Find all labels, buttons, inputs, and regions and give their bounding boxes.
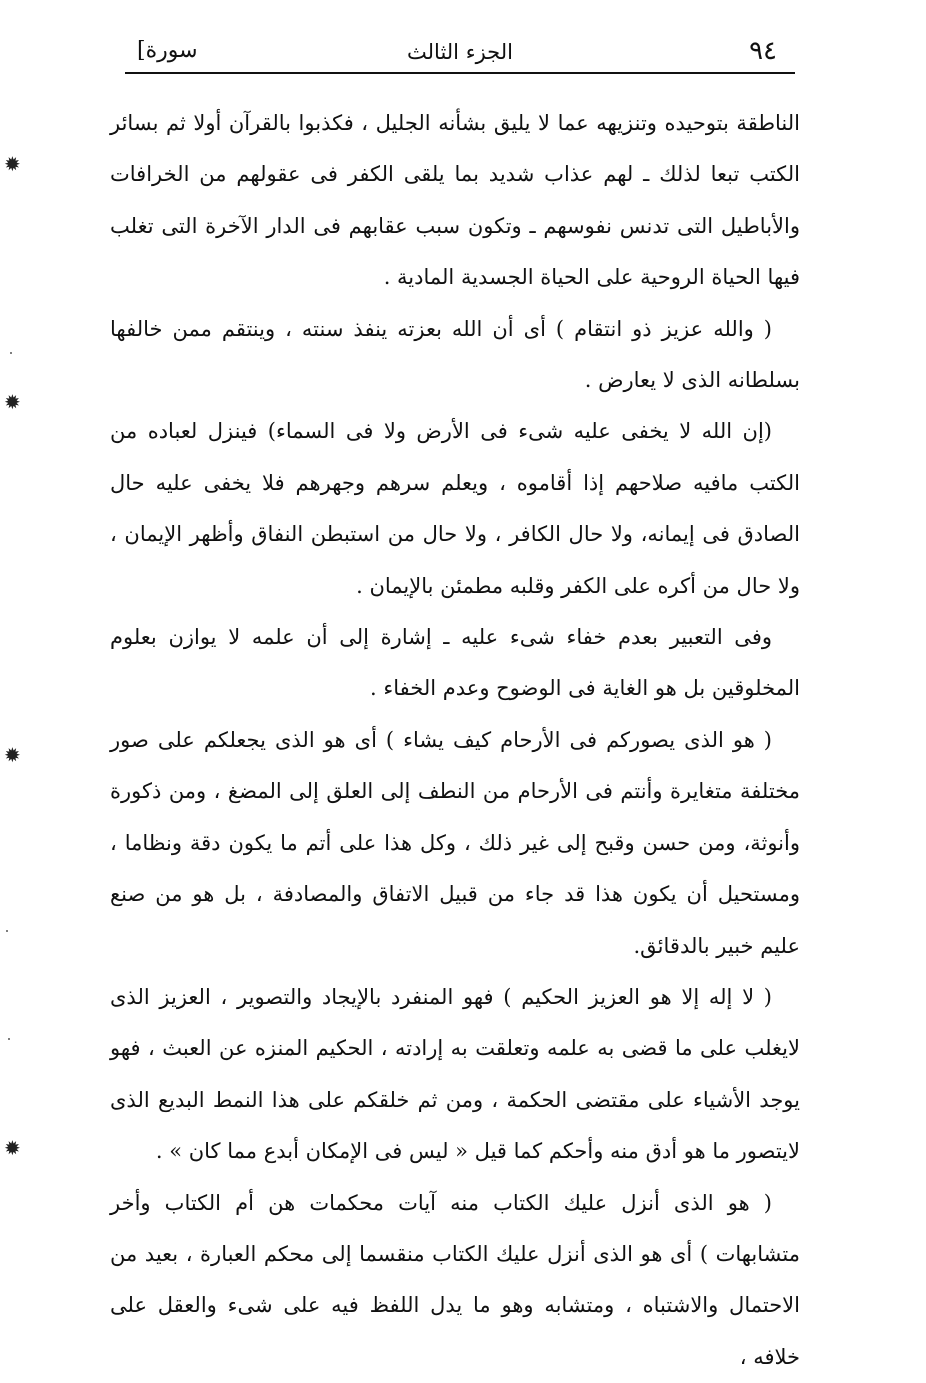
ornament-icon: ✹ <box>4 152 21 176</box>
paragraph: ( لا إله إلا هو العزيز الحكيم ) فهو المنفرد بالإيجاد والتصوير ، العزيز الذى لايغلب على ما قضى به علمه وتعلقت به إرادته ، الحكيم المنزه عن العبث ، فهو يوجد الأشياء على مقتضى الحكمة ، ومن ثم خلقكم على هذا النمط البديع الذى لايتصور ما هو أدق منه وأحكم كما قيل « ليس فى الإمكان أبدع مما كان » . <box>110 984 800 1164</box>
page-number: ٩٤ <box>749 36 777 66</box>
paragraph: ( والله عزيز ذو انتقام ) أى أن الله بعزته ينفذ سنته ، وينتقم ممن خالفها بسلطانه الذى لا يعارض . <box>110 316 800 393</box>
body-text <box>110 98 800 1383</box>
header-rule <box>125 72 795 74</box>
ornament-icon: ✹ <box>4 390 21 414</box>
surah-label: [سورة <box>137 38 198 63</box>
scan-speck <box>8 1038 10 1040</box>
ornament-icon: ✹ <box>4 1136 21 1160</box>
running-head: الجزء الثالث <box>407 40 513 64</box>
paragraph: الناطقة بتوحيده وتنزيهه عما لا يليق بشأنه الجليل ، فكذبوا بالقرآن أولا ثم بسائر الكتب تبعا لذلك ـ لهم عذاب شديد بما يلقى الكفر فى عقولهم من الخرافات والأباطيل التى تدنس نفوسهم ـ وتكون سبب عقابهم فى الدار الآخرة التى تغلب فيها الحياة الروحية على الحياة الجسدية المادية . <box>110 111 800 290</box>
scan-speck <box>6 930 8 932</box>
paragraph: ( هو الذى أنزل عليك الكتاب منه آيات محكمات هن أم الكتاب وأخر متشابهات ) أى هو الذى أنزل عليك الكتاب منقسما إلى محكم العبارة ، بعيد من الاحتمال والاشتباه ، ومتشابه وهو ما يدل اللفظ فيه على شىء والعقل على خلافه ، <box>110 1190 800 1369</box>
ornament-icon: ✹ <box>4 743 21 767</box>
page-header <box>125 28 795 74</box>
paragraph: (إن الله لا يخفى عليه شىء فى الأرض ولا فى السماء) فينزل لعباده من الكتب مافيه صلاحهم إذا أقاموه ، ويعلم سرهم وجهرهم فلا يخفى عليه حال الصادق فى إيمانه، ولا حال الكافر ، ولا حال من استبطن النفاق وأظهر الإيمان ، ولا حال من أكره على الكفر وقلبه مطمئن بالإيمان . <box>110 419 800 598</box>
paragraph: وفى التعبير بعدم خفاء شىء عليه ـ إشارة إلى أن علمه لا يوازن بعلوم المخلوقين بل هو الغاية فى الوضوح وعدم الخفاء . <box>110 625 800 701</box>
scan-speck <box>10 352 12 354</box>
paragraph: ( هو الذى يصوركم فى الأرحام كيف يشاء ) أى هو الذى يجعلكم على صور مختلفة متغايرة وأنتم فى الأرحام من النطف إلى العلق إلى المضغ ، ومن ذكورة وأنوثة، ومن حسن وقبح إلى غير ذلك ، وكل هذا على أتم ما يكون دقة ونظاما ، ومستحيل أن يكون هذا قد جاء من قبيل الاتفاق والمصادفة ، بل هو من صنع عليم خبير بالدقائق. <box>110 727 800 958</box>
